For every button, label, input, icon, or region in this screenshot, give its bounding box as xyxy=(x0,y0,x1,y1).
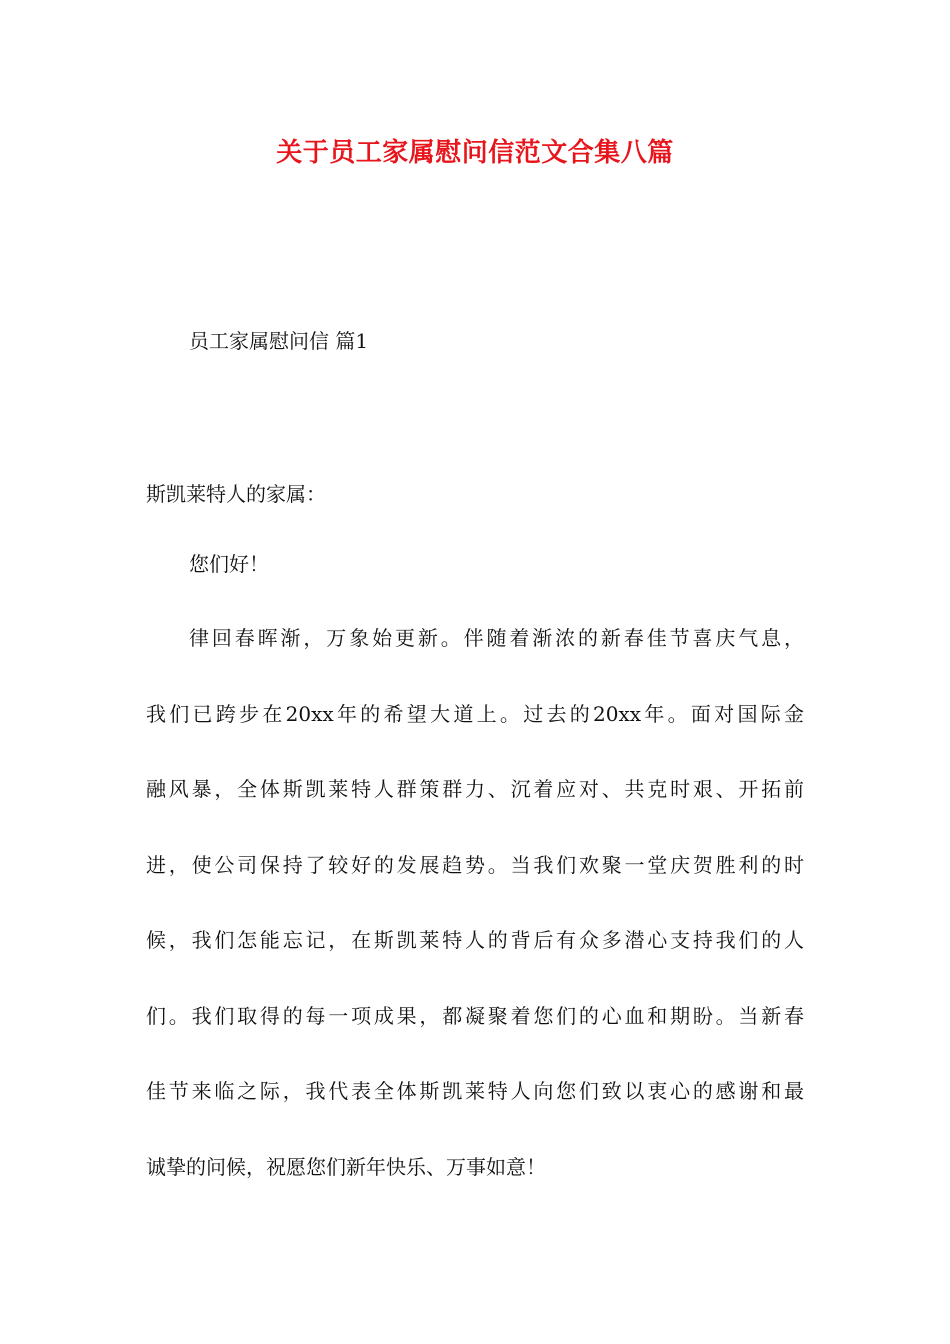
body-line: 诚挚的问候，祝愿您们新年快乐、万事如意！ xyxy=(146,1154,546,1179)
section-heading: 员工家属慰问信 篇1 xyxy=(189,329,369,353)
document-title: 关于员工家属慰问信范文合集八篇 xyxy=(276,138,674,168)
body-line: 进，使公司保持了较好的发展趋势。当我们欢聚一堂庆贺胜利的时 xyxy=(146,852,804,877)
body-line: 律回春晖渐，万象始更新。伴随着渐浓的新春佳节喜庆气息， xyxy=(189,626,804,650)
letter-greeting: 您们好！ xyxy=(189,552,269,576)
body-line: 融风暴，全体斯凯莱特人群策群力、沉着应对、共克时艰、开拓前 xyxy=(146,777,804,801)
letter-salutation: 斯凯莱特人的家属： xyxy=(146,482,326,506)
letter-body xyxy=(146,623,826,1227)
body-line: 候，我们怎能忘记，在斯凯莱特人的背后有众多潜心支持我们的人 xyxy=(146,928,804,952)
body-line: 佳节来临之际，我代表全体斯凯莱特人向您们致以衷心的感谢和最 xyxy=(146,1079,804,1103)
body-line: 们。我们取得的每一项成果，都凝聚着您们的心血和期盼。当新春 xyxy=(146,1003,804,1028)
body-line: 我们已跨步在20xx年的希望大道上。过去的20xx年。面对国际金 xyxy=(146,701,804,726)
